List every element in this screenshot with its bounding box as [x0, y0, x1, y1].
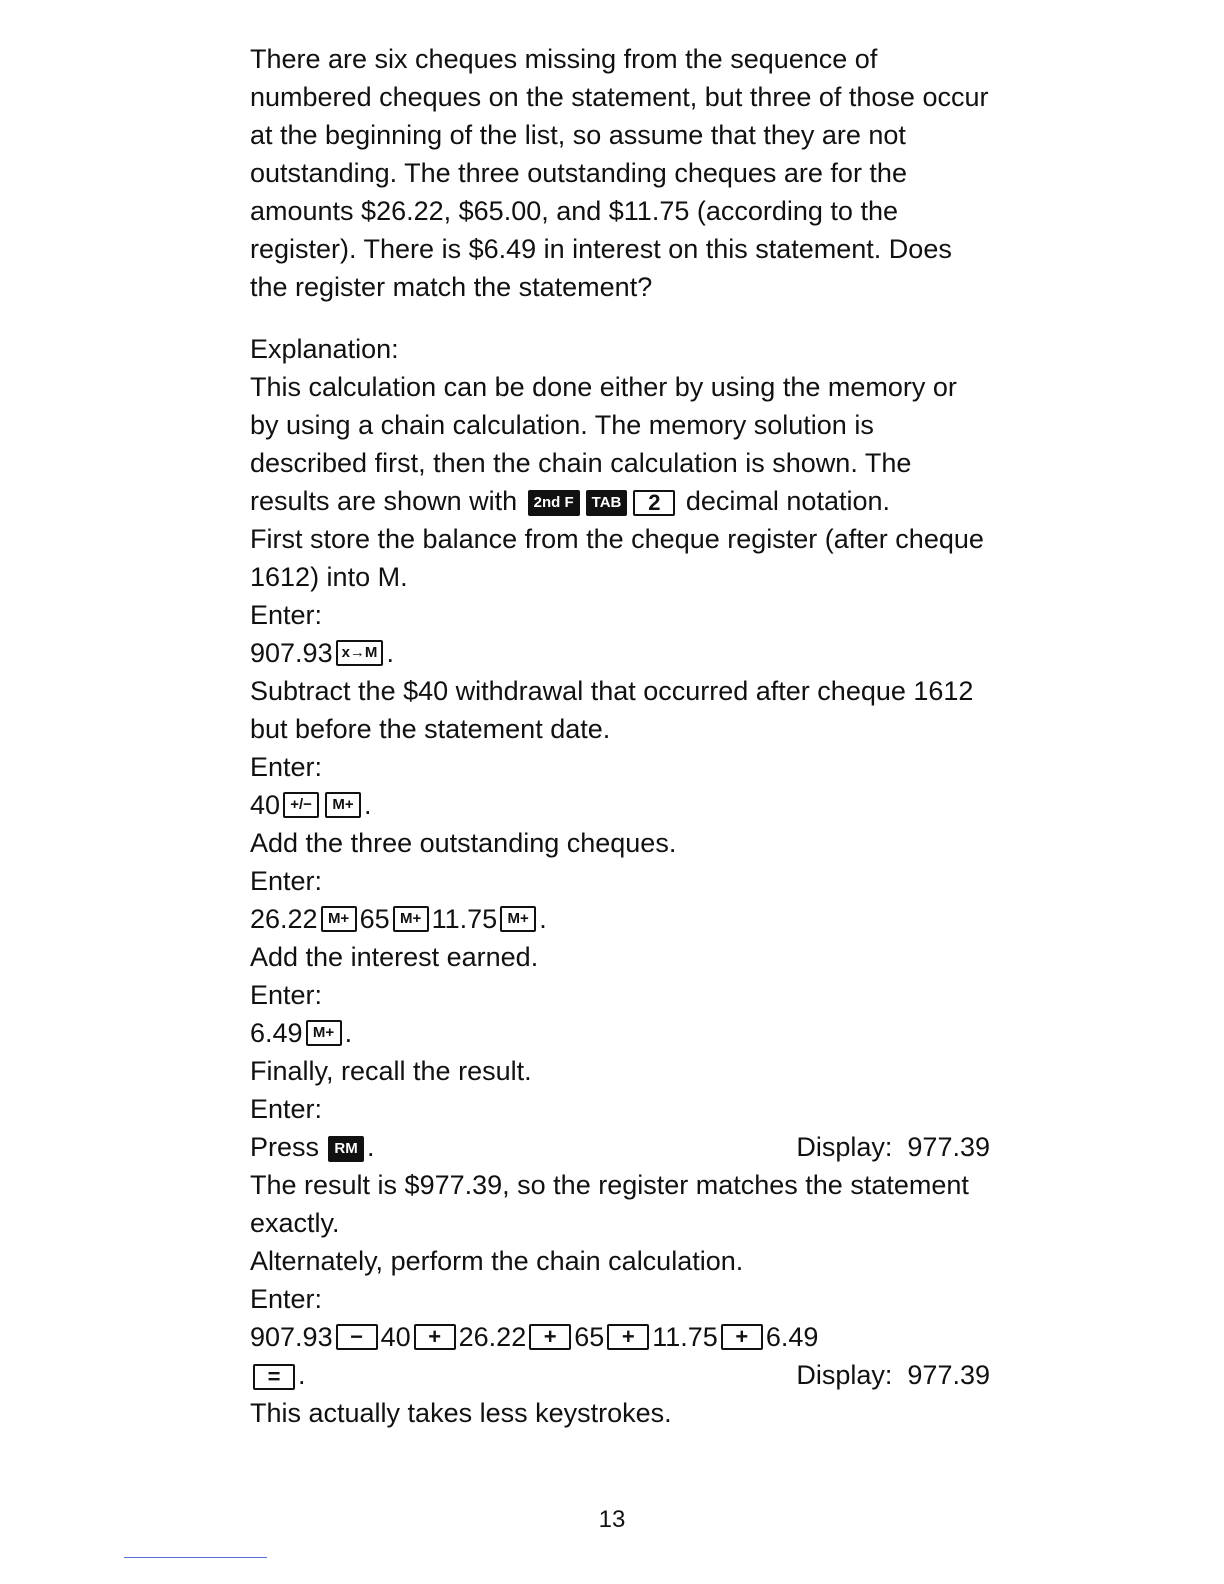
step5-text: Finally, recall the result.	[250, 1056, 532, 1086]
page-content	[250, 40, 990, 1432]
equals-line	[250, 1356, 990, 1394]
key-x-to-m: x→M	[336, 640, 384, 666]
period: .	[386, 638, 394, 668]
period: .	[364, 790, 372, 820]
chain-value: 11.75	[652, 1322, 718, 1352]
chain-keys	[250, 1318, 990, 1356]
key-m-plus: M+	[325, 792, 361, 818]
step4-value: 6.49	[250, 1018, 303, 1048]
alt-text: Alternately, perform the chain calculation.	[250, 1246, 744, 1276]
key-plus-minus: +/−	[283, 792, 319, 818]
key-plus: +	[721, 1324, 763, 1350]
key-2ndf: 2nd F	[528, 490, 580, 516]
period: .	[539, 904, 547, 934]
page-number: 13	[598, 1506, 626, 1533]
key-tab: TAB	[586, 490, 628, 516]
chain-value: 65	[574, 1322, 605, 1352]
enter-label: Enter:	[250, 866, 323, 896]
enter-label: Enter:	[250, 600, 323, 630]
key-m-plus: M+	[306, 1020, 342, 1046]
explanation-text-2: decimal notation.	[685, 486, 890, 516]
step2-text: Subtract the $40 withdrawal that occurred after cheque 1612 but before the statement date.	[250, 676, 974, 744]
step2-keys	[250, 786, 990, 824]
enter-label: Enter:	[250, 980, 323, 1010]
press-label: Press	[250, 1132, 320, 1162]
key-m-plus: M+	[500, 906, 536, 932]
period: .	[298, 1360, 306, 1390]
equals-keys	[250, 1356, 306, 1394]
enter-label: Enter:	[250, 1284, 323, 1314]
display-label: Display:	[796, 1132, 893, 1162]
key-2: 2	[633, 490, 675, 516]
step3-value: 26.22	[250, 904, 318, 934]
display-readout	[796, 1356, 990, 1394]
step3-value: 65	[359, 904, 390, 934]
enter-label: Enter:	[250, 752, 323, 782]
display-value: 977.39	[907, 1360, 990, 1390]
final-text: This actually takes less keystrokes.	[250, 1398, 672, 1428]
key-plus: +	[529, 1324, 571, 1350]
period: .	[367, 1132, 375, 1162]
chain-value: 26.22	[458, 1322, 527, 1352]
recall-line	[250, 1128, 990, 1166]
step2-value: 40	[250, 790, 281, 820]
explanation-heading: Explanation:	[250, 334, 399, 364]
intro-paragraph: There are six cheques missing from the sequence of numbered cheques on the statement, but three of those occur at the beginning of the list, so assume that they are not outstanding. The three outstanding cheques are for the amounts $26.22, $65.00, and $11.75 (according to the register). There is $6.49 in interest on this statement. Does the register match the statement?	[250, 44, 989, 302]
key-rm: RM	[328, 1136, 364, 1162]
chain-value: 40	[380, 1322, 411, 1352]
key-plus: +	[607, 1324, 649, 1350]
explanation-text-1: This calculation can be done either by using the memory or by using a chain calculation. The memory solution is described first, then the chain calculation is shown. The results are shown with	[250, 372, 957, 516]
footer-rule	[124, 1557, 267, 1558]
step4-text: Add the interest earned.	[250, 942, 539, 972]
step1-keys	[250, 634, 990, 672]
key-plus: +	[414, 1324, 456, 1350]
period: .	[344, 1018, 353, 1048]
step1-text: First store the balance from the cheque register (after cheque 1612) into M.	[250, 524, 984, 592]
key-m-plus: M+	[321, 906, 357, 932]
enter-label: Enter:	[250, 1094, 323, 1124]
key-m-plus: M+	[393, 906, 429, 932]
chain-value: 6.49	[765, 1322, 819, 1352]
step3-keys	[250, 900, 990, 938]
key-minus: −	[336, 1324, 378, 1350]
display-readout	[796, 1128, 990, 1166]
result-text: The result is $977.39, so the register matches the statement exactly.	[250, 1170, 969, 1238]
step1-value: 907.93	[250, 638, 333, 668]
chain-value: 907.93	[250, 1322, 333, 1352]
step4-keys	[250, 1014, 990, 1052]
display-label: Display:	[796, 1360, 893, 1390]
step3-text: Add the three outstanding cheques.	[250, 828, 677, 858]
step3-value: 11.75	[431, 904, 498, 934]
key-equals: =	[253, 1364, 295, 1390]
recall-keys	[250, 1128, 375, 1166]
explanation-paragraph	[250, 368, 990, 520]
display-value: 977.39	[907, 1132, 990, 1162]
